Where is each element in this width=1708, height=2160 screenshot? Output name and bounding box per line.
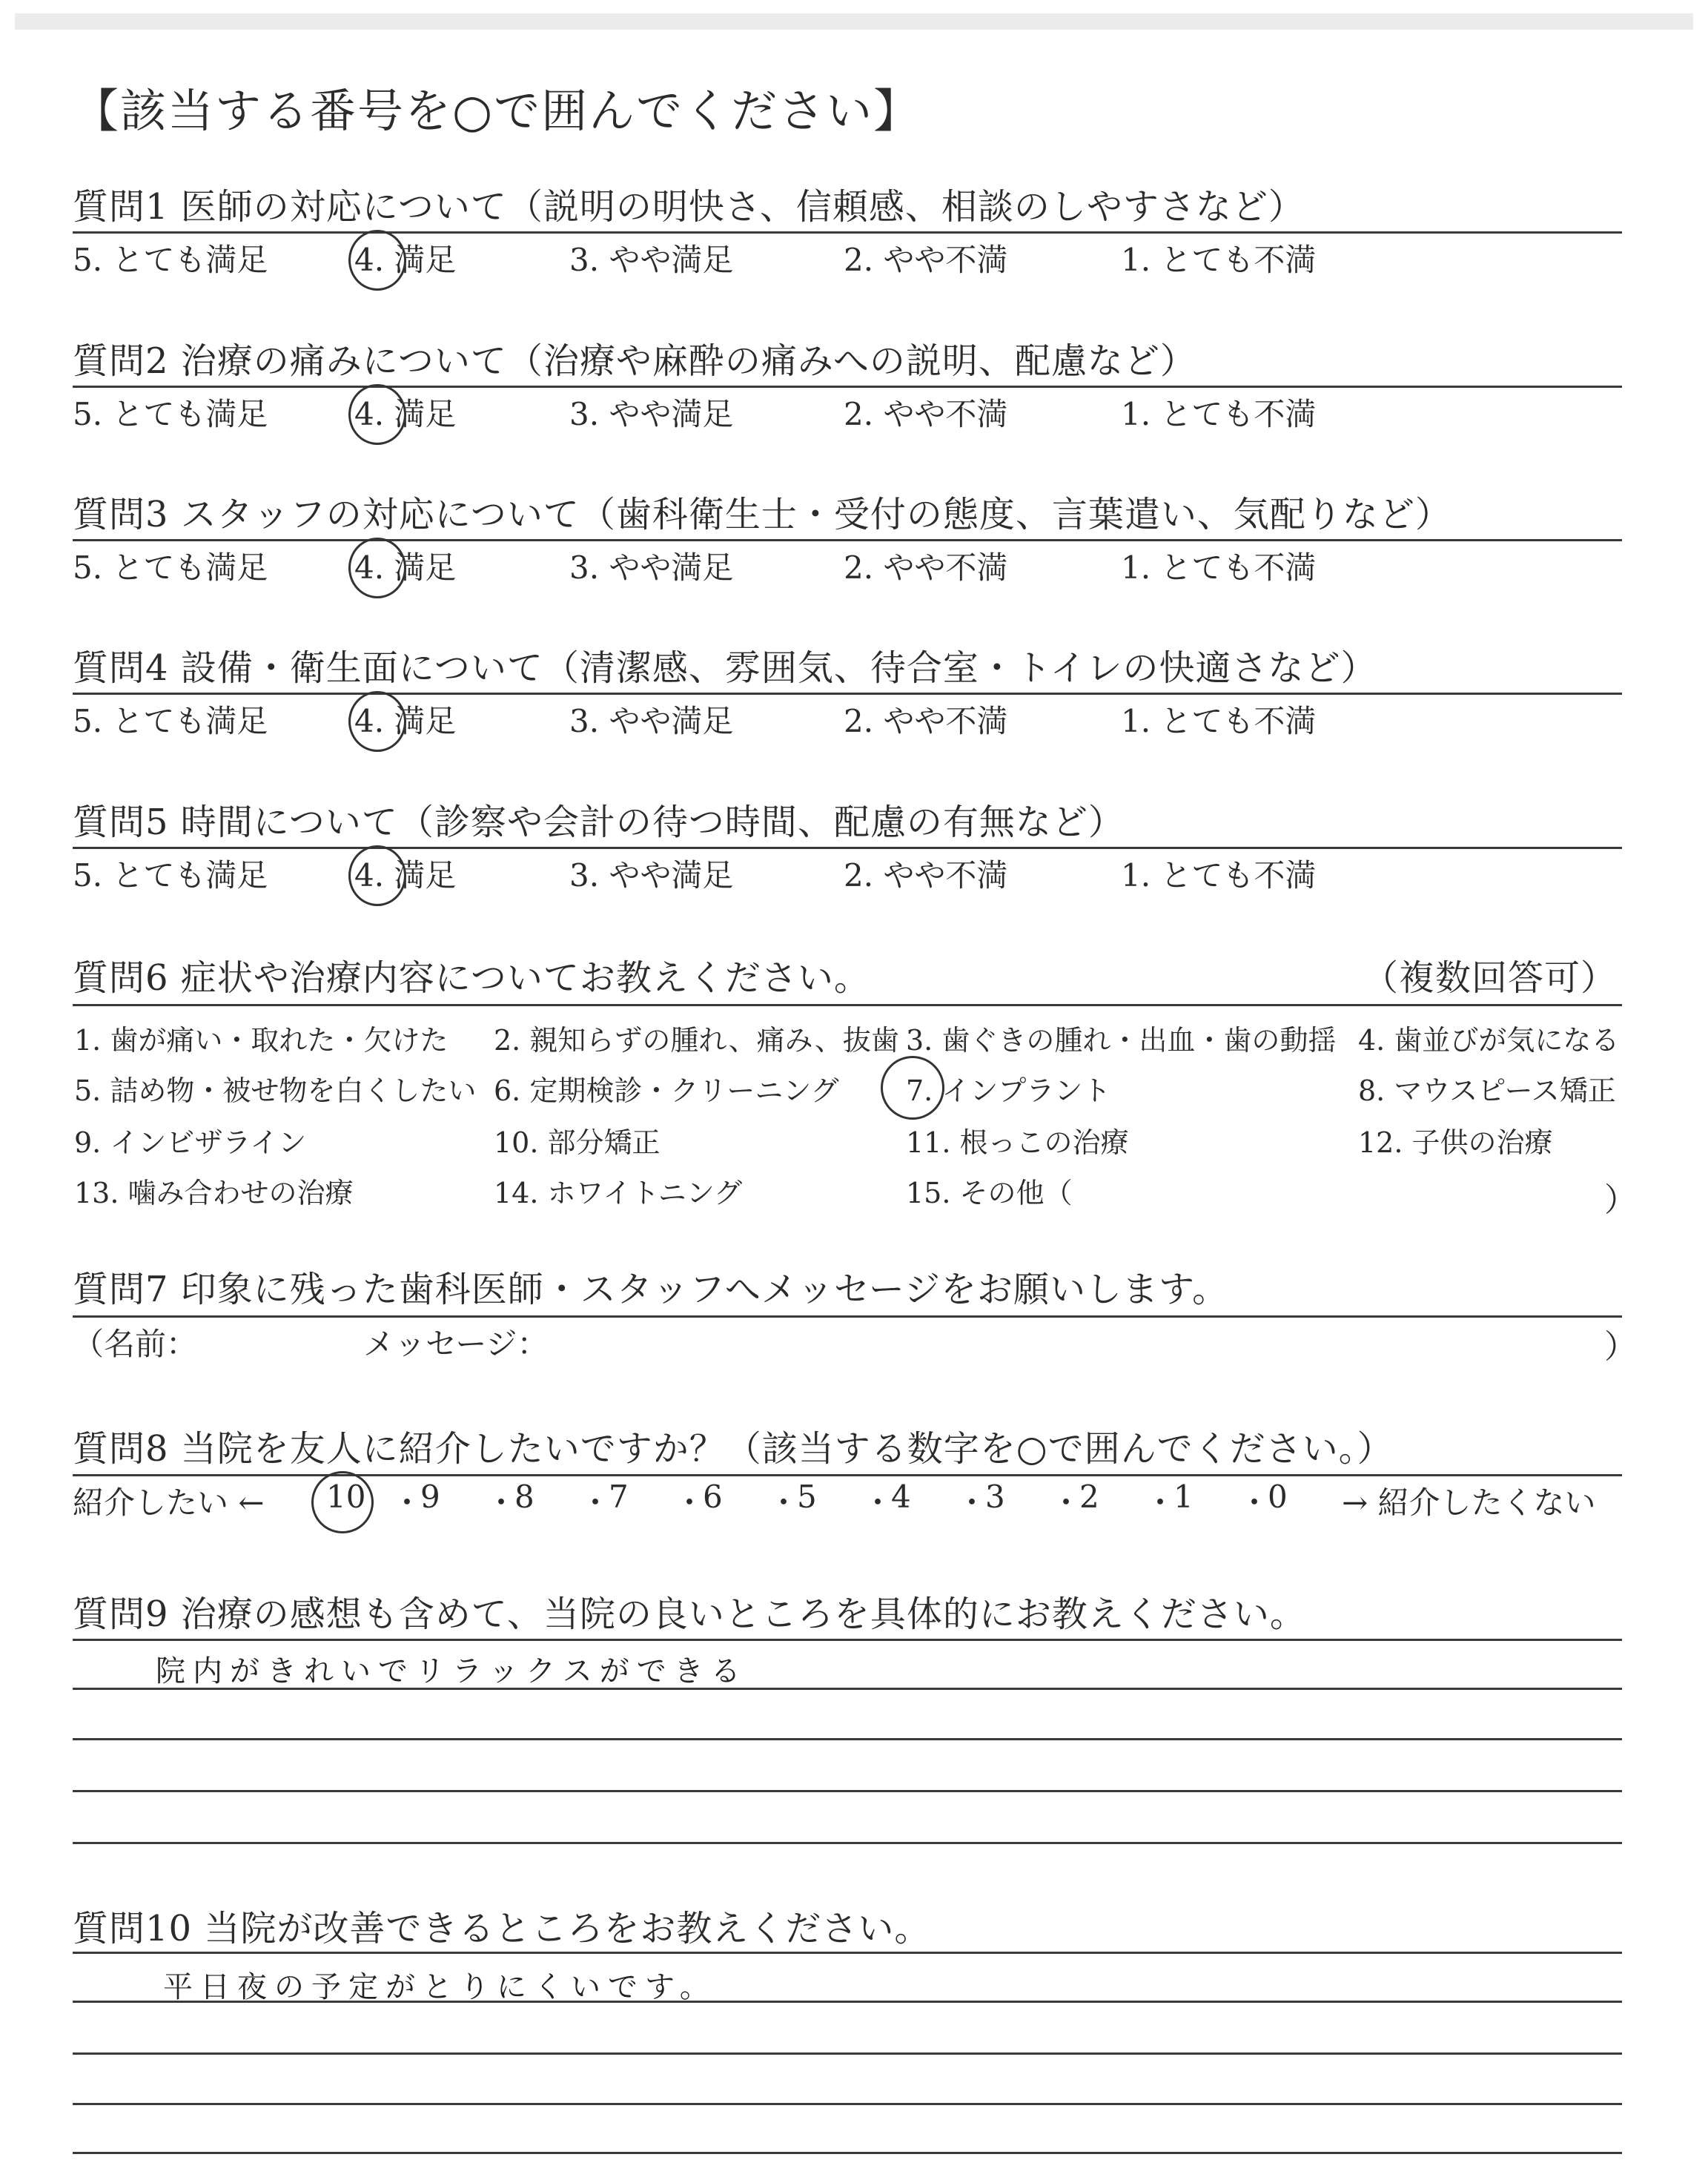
page-header: 【該当する番号を○で囲んでください】 [73, 84, 921, 138]
q4-title: 質問4 設備・衛生面について（清潔感、雰囲気、待合室・トイレの快適さなど） [73, 647, 1377, 689]
q10-title: 質問10 当院が改善できるところをお教えください。 [73, 1908, 931, 1949]
q8-separator: ・ [486, 1484, 517, 1521]
q4-option-5[interactable]: 5. とても満足 [73, 703, 268, 739]
q8-number-0[interactable]: 0 [1268, 1479, 1288, 1515]
q8-left-label: 紹介したい ← [73, 1484, 265, 1521]
q8-separator: ・ [862, 1484, 894, 1521]
q8-number-9[interactable]: 9 [420, 1479, 440, 1515]
q10-handwritten-answer: 平日夜の予定がとりにくいです。 [163, 1970, 717, 2004]
q2-option-5[interactable]: 5. とても満足 [73, 396, 268, 432]
scan-top-edge [15, 13, 1693, 30]
q3-option-1[interactable]: 1. とても不満 [1121, 549, 1317, 586]
q6-rule [73, 1004, 1622, 1006]
q8-number-5[interactable]: 5 [797, 1479, 817, 1515]
q5-option-3[interactable]: 3. やや満足 [569, 857, 734, 894]
selection-circle-q6 [881, 1056, 944, 1120]
q8-separator: ・ [1239, 1484, 1271, 1521]
q4-option-3[interactable]: 3. やや満足 [569, 703, 734, 739]
q5-option-4[interactable]: 4. 満足 [354, 857, 457, 894]
q6-option-7[interactable]: 7. インプラント [906, 1074, 1111, 1107]
q7-close-paren: ） [1604, 1328, 1637, 1366]
q8-separator: ・ [956, 1484, 988, 1521]
q6-option-11[interactable]: 11. 根っこの治療 [906, 1126, 1129, 1159]
q6-option-5[interactable]: 5. 詰め物・被せ物を白くしたい [74, 1074, 477, 1107]
q8-separator: ・ [768, 1484, 800, 1521]
q6-note: （複数回答可） [1363, 957, 1618, 999]
q2-option-4[interactable]: 4. 満足 [354, 396, 457, 432]
q5-option-5[interactable]: 5. とても満足 [73, 857, 268, 894]
q7-rule [73, 1315, 1622, 1318]
q8-separator: ・ [580, 1484, 612, 1521]
q6-option-3[interactable]: 3. 歯ぐきの腫れ・出血・歯の動揺 [906, 1024, 1337, 1057]
q8-number-7[interactable]: 7 [609, 1479, 629, 1515]
q9-rule-3 [73, 1738, 1622, 1740]
q3-title: 質問3 スタッフの対応について（歯科衛生士・受付の態度、言葉遣い、気配りなど） [73, 494, 1452, 535]
q10-rule-4 [73, 2103, 1622, 2105]
q3-rule [73, 539, 1622, 541]
q6-option-8[interactable]: 8. マウスピース矯正 [1358, 1074, 1616, 1107]
q8-separator: ・ [1145, 1484, 1176, 1521]
q8-number-10[interactable]: 10 [326, 1479, 366, 1515]
q6-option-9[interactable]: 9. インビザライン [74, 1126, 307, 1159]
selection-circle-q4 [348, 691, 406, 752]
q6-option-15[interactable]: 15. その他（ [906, 1177, 1073, 1209]
q6-option-12[interactable]: 12. 子供の治療 [1358, 1126, 1553, 1159]
q8-separator: ・ [674, 1484, 706, 1521]
q6-option-14[interactable]: 14. ホワイトニング [494, 1177, 743, 1209]
q1-option-3[interactable]: 3. やや満足 [569, 242, 734, 278]
q8-number-3[interactable]: 3 [985, 1479, 1005, 1515]
q5-option-2[interactable]: 2. やや不満 [844, 857, 1008, 894]
q7-message-label: メッセージ： [363, 1326, 549, 1362]
q10-rule-3 [73, 2052, 1622, 2055]
q3-option-3[interactable]: 3. やや満足 [569, 549, 734, 586]
q6-option-6[interactable]: 6. 定期検診・クリーニング [494, 1074, 839, 1107]
q6-option-1[interactable]: 1. 歯が痛い・取れた・欠けた [74, 1024, 448, 1057]
q3-option-5[interactable]: 5. とても満足 [73, 549, 268, 586]
q8-right-label: → 紹介したくない [1342, 1484, 1596, 1521]
q5-rule [73, 847, 1622, 849]
q8-number-8[interactable]: 8 [514, 1479, 534, 1515]
q8-separator: ・ [391, 1484, 423, 1521]
q5-title: 質問5 時間について（診察や会計の待つ時間、配慮の有無など） [73, 802, 1125, 843]
q1-title: 質問1 医師の対応について（説明の明快さ、信頼感、相談のしやすさなど） [73, 186, 1305, 228]
q7-title: 質問7 印象に残った歯科医師・スタッフへメッセージをお願いします。 [73, 1269, 1229, 1310]
q1-option-2[interactable]: 2. やや不満 [844, 242, 1008, 278]
q6-option-13[interactable]: 13. 噛み合わせの治療 [74, 1177, 354, 1209]
q1-rule [73, 231, 1622, 234]
q9-handwritten-answer: 院内がきれいでリラックスができる [156, 1654, 748, 1688]
q9-rule-5 [73, 1842, 1622, 1844]
q8-rule [73, 1474, 1622, 1476]
q2-title: 質問2 治療の痛みについて（治療や麻酔の痛みへの説明、配慮など） [73, 340, 1196, 382]
q3-option-4[interactable]: 4. 満足 [354, 549, 457, 586]
selection-circle-q5 [348, 845, 406, 906]
selection-circle-q8 [311, 1471, 374, 1533]
q3-option-2[interactable]: 2. やや不満 [844, 549, 1008, 586]
q4-option-2[interactable]: 2. やや不満 [844, 703, 1008, 739]
q8-number-6[interactable]: 6 [703, 1479, 723, 1515]
q7-name-label: （名前： [73, 1326, 198, 1362]
q2-option-2[interactable]: 2. やや不満 [844, 396, 1008, 432]
selection-circle-q1 [348, 230, 406, 291]
q4-option-1[interactable]: 1. とても不満 [1121, 703, 1317, 739]
selection-circle-q3 [348, 538, 406, 598]
q4-rule [73, 693, 1622, 695]
q8-separator: ・ [1050, 1484, 1082, 1521]
q9-rule-4 [73, 1790, 1622, 1792]
q6-option-2[interactable]: 2. 親知らずの腫れ、痛み、抜歯 [494, 1024, 899, 1057]
q8-title: 質問8 当院を友人に紹介したいですか？（該当する数字を○で囲んでください。） [73, 1428, 1394, 1470]
q8-number-1[interactable]: 1 [1174, 1479, 1194, 1515]
q6-close-paren: ） [1604, 1181, 1637, 1219]
q1-option-4[interactable]: 4. 満足 [354, 242, 457, 278]
q6-title: 質問6 症状や治療内容についてお教えください。 [73, 957, 870, 999]
selection-circle-q2 [348, 384, 406, 445]
q8-number-2[interactable]: 2 [1079, 1479, 1099, 1515]
q9-rule-1 [73, 1639, 1622, 1641]
q4-option-4[interactable]: 4. 満足 [354, 703, 457, 739]
q2-option-3[interactable]: 3. やや満足 [569, 396, 734, 432]
q10-rule-5 [73, 2152, 1622, 2154]
q2-rule [73, 386, 1622, 388]
q5-option-1[interactable]: 1. とても不満 [1121, 857, 1317, 894]
q2-option-1[interactable]: 1. とても不満 [1121, 396, 1317, 432]
q6-option-4[interactable]: 4. 歯並びが気になる [1358, 1024, 1620, 1057]
q1-option-5[interactable]: 5. とても満足 [73, 242, 268, 278]
q6-option-10[interactable]: 10. 部分矯正 [494, 1126, 661, 1159]
q8-number-4[interactable]: 4 [891, 1479, 911, 1515]
q10-rule-1 [73, 1952, 1622, 1954]
q1-option-1[interactable]: 1. とても不満 [1121, 242, 1317, 278]
q9-title: 質問9 治療の感想も含めて、当院の良いところを具体的にお教えください。 [73, 1593, 1306, 1635]
